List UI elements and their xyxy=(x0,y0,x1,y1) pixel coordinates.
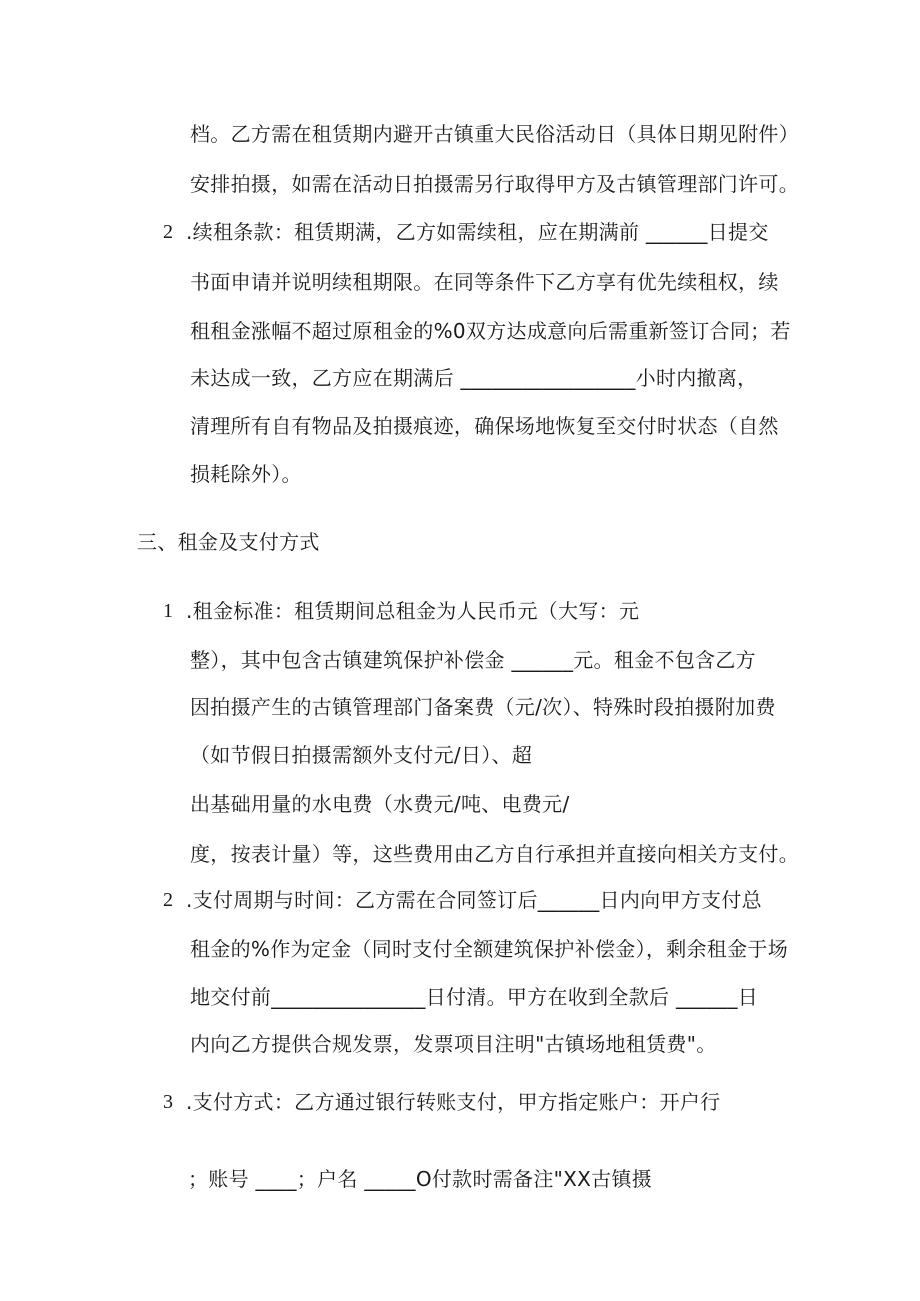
item-number: 1 xyxy=(163,600,173,622)
paragraph-line: 书面申请并说明续租期限。在同等条件下乙方享有优先续租权，续 xyxy=(190,270,779,294)
payment-schedule-line: .支付周期与时间：乙方需在合同签订后______日内向甲方支付总 xyxy=(186,888,762,912)
item-number: 2 xyxy=(163,221,173,243)
account-details-line: ；账号 ____；户名 _____O付款时需备注"XX古镇摄 xyxy=(188,1167,653,1191)
paragraph-line: 度，按表计量）等，这些费用由乙方自行承担并直接向相关方支付。 xyxy=(190,842,799,866)
paragraph-line: 出基础用量的水电费（水费元/吨、电费元/ xyxy=(190,792,570,816)
paragraph-line: 档。乙方需在租赁期内避开古镇重大民俗活动日（具体日期见附件） xyxy=(190,122,799,146)
paragraph-line: （如节假日拍摄需额外支付元/日）、超 xyxy=(190,743,533,767)
paragraph-line: 因拍摄产生的古镇管理部门备案费（元/次）、特殊时段拍摄附加费 xyxy=(190,695,776,719)
paragraph-line: 安排拍摄，如需在活动日拍摄需另行取得甲方及古镇管理部门许可。 xyxy=(190,172,799,196)
paragraph-line: 租租金涨幅不超过原租金的%0双方达成意向后需重新签订合同；若 xyxy=(190,319,791,343)
paragraph-line: 未达成一致，乙方应在期满后 _________________小时内撤离， xyxy=(190,366,758,390)
paragraph-line: 地交付前_______________日付清。甲方在收到全款后 ______日 xyxy=(190,985,759,1009)
section-heading: 三、租金及支付方式 xyxy=(137,530,320,554)
item-number: 3 xyxy=(163,1091,173,1113)
paragraph-line: 整），其中包含古镇建筑保护补偿金 ______元。租金不包含乙方 xyxy=(190,648,756,672)
paragraph-line: 损耗除外）。 xyxy=(190,462,302,486)
item-number: 2 xyxy=(163,889,173,911)
renewal-clause-line: .续租条款：租赁期满，乙方如需续租，应在期满前 ______日提交 xyxy=(186,220,769,244)
paragraph-line: 内向乙方提供合规发票，发票项目注明"古镇场地租赁费"。 xyxy=(190,1032,717,1056)
rent-standard-line: .租金标准：租赁期间总租金为人民币元（大写：元 xyxy=(186,599,640,623)
paragraph-line: 租金的%作为定金（同时支付全额建筑保护补偿金），剩余租金于场 xyxy=(190,937,789,961)
paragraph-line: 清理所有自有物品及拍摄痕迹，确保场地恢复至交付时状态（自然 xyxy=(190,414,779,438)
payment-method-line: .支付方式：乙方通过银行转账支付，甲方指定账户：开户行 xyxy=(186,1090,721,1114)
